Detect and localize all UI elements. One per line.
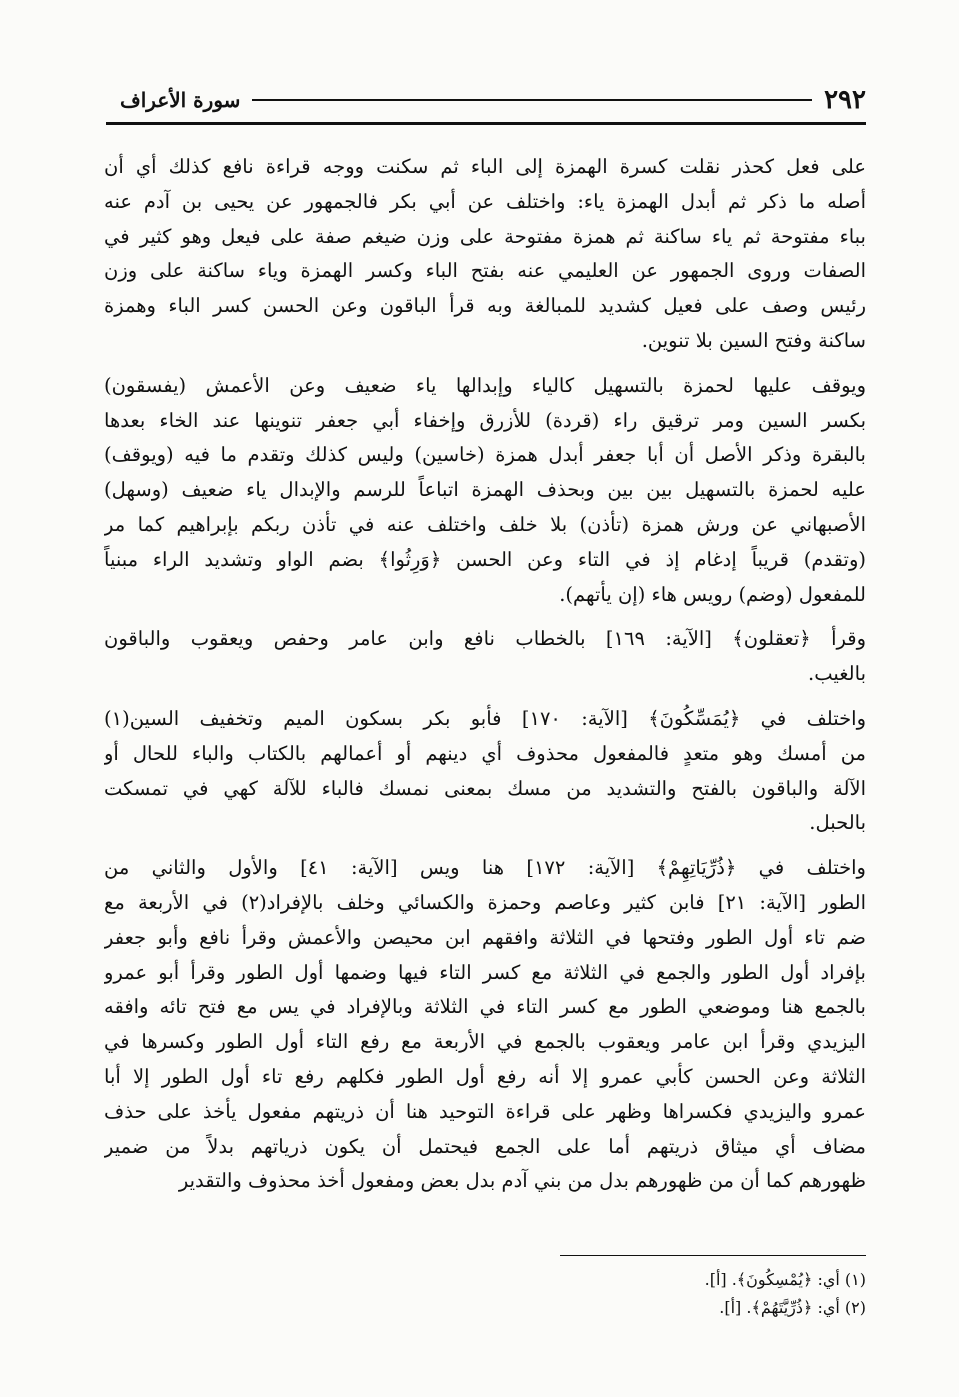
text-line: الثلاثة وعن الحسن كأبي عمرو إلا أنه رفع أول الطور فكلهم رفع تاء أول الطور إلا أبا — [104, 1064, 866, 1088]
text-line: بكسر السين ومر ترقيق راء (قردة) للأزرق وإخفاء أبي جعفر تنوينها عند الخاء بعدها — [104, 408, 866, 432]
text-line: عليه لحمزة بالتسهيل بين بين وبحذف الهمزة اتباعاً للرسم والإبدال ياء ضعيف (وسهل) — [104, 478, 866, 502]
paragraph-1 — [104, 150, 866, 359]
paragraph-2 — [104, 369, 866, 613]
text-line: الأصبهاني عن ورش همزة (تأذن) بلا خلف واختلف عنه في تأذن ربكم بإبراهيم كما مر — [104, 512, 866, 536]
paragraph-4 — [104, 702, 866, 841]
footnotes — [480, 1266, 866, 1322]
text-line: عمرو واليزيدي فكسراها وظهر على قراءة التوحيد هنا أن ذريتهم مفعول يأخذ على حذف — [104, 1099, 866, 1123]
paragraph-3 — [104, 622, 866, 692]
text-line: ساكنة وفتح السين بلا تنوين. — [641, 328, 866, 352]
footnote-1: (١) أي: ﴿يُمْسِكُونَ﴾. [أ]. — [704, 1270, 866, 1289]
text-line: بإفراد أول الطور والجمع في الثلاثة مع كسر التاء فيها وضمها أول الطور وقرأ أبو عمرو — [104, 960, 866, 984]
text-line: واختلف في ﴿ذُرِّيَاتِهِمْ﴾ [الآية: ١٧٢] هنا ويس [الآية: ٤١] والأول والثاني من — [104, 856, 866, 880]
text-line: بباء مفتوحة ثم ياء ساكنة ثم همزة مفتوحة على وزن ضيغم صفة على فيعل وهو كثير في — [104, 224, 866, 248]
text-line: أصله ما ذكر ثم أبدل الهمزة ياء: واختلف عن أبي بكر فالجمهور عن يحيى بن آدم عنه — [104, 189, 866, 213]
text-line: (وتقدم) قريباً إدغام إذ في التاء وعن الحسن ﴿وَرِثُوا﴾ بضم الواو وتشديد الراء مبنياً — [104, 547, 866, 571]
text-line: بالحبل. — [809, 811, 866, 835]
text-line: واختلف في ﴿يُمَسِّكُونَ﴾ [الآية: ١٧٠] فأبو بكر بسكون الميم وتخفيف السين(١) — [104, 706, 866, 730]
text-line: للمفعول (وضم) رويس هاء (إن يأتهم). — [559, 582, 866, 606]
text-line: رئيس وصف على فعيل كشديد للمبالغة وبه قرأ الباقون وعن الحسن كسر الباء وهمزة — [104, 294, 866, 318]
text-line: بالغيب. — [808, 662, 866, 686]
paragraph-5 — [104, 851, 866, 1199]
text-line: اليزيدي وقرأ ابن عامر ويعقوب بالجمع في الأربعة مع رفع التاء أول الطور وكسرها في — [104, 1030, 866, 1054]
header-rule — [106, 122, 866, 125]
text-line: الصفات وروى الجمهور عن العليمي عنه بفتح الباء وكسر الهمزة وياء ساكنة على وزن — [104, 259, 866, 283]
text-line: مضاف أي ميثاق ذريتهم أما على الجمع فيحتمل أن يكون ذرياتهم بدلاً من ضمير — [104, 1134, 866, 1158]
text-line: ويوقف عليها لحمزة بالتسهيل كالياء وإبدالها ياء ضعيف وعن الأعمش (يفسقون) — [104, 373, 866, 397]
text-line: وقرأ ﴿تعقلون﴾ [الآية: ١٦٩] بالخطاب نافع وابن عامر وحفص ويعقوب والباقون — [104, 627, 866, 651]
page-number: ٢٩٢ — [824, 85, 866, 115]
surah-title: سورة الأعراف — [120, 88, 241, 112]
text-line: الآلة والباقون بالفتح والتشديد من مسك بمعنى نمسك فالباء للآلة كهي في تمسكت — [104, 776, 866, 800]
body-text — [104, 150, 866, 1209]
footnote-2: (٢) أي: ﴿ذُرِّيَّتَهُمْ﴾. [أ]. — [719, 1298, 866, 1317]
text-line: الطور [الآية: ٢١] فابن كثير وعاصم وحمزة والكسائي وخلف بالإفراد(٢) في الأربعة مع — [104, 890, 866, 914]
header-divider — [252, 99, 812, 101]
text-line: على فعل كحذر نقلت كسرة الهمزة إلى الباء ثم سكنت ووجه قراءة نافع كذلك أي أن — [104, 155, 866, 178]
page-header — [108, 80, 866, 120]
text-line: بالبقرة وذكر الأصل أن أبا جعفر أبدل همزة (خاسين) وليس كذلك وتقدم ما فيه (ويوقف) — [104, 443, 866, 467]
text-line: ظهورهم كما أن من ظهورهم بدل من بني آدم بدل بعض ومفعول أخذ محذوف والتقدير — [178, 1169, 866, 1193]
text-line: ضم تاء أول الطور وفتحها في الثلاثة وافقهم ابن محيصن والأعمش وقرأ نافع وأبو جعفر — [104, 925, 866, 949]
text-line: من أمسك وهو متعدٍ فالمفعول محذوف أي دينهم أو أعمالهم بالكتاب والباء للحال أو — [104, 741, 866, 765]
text-line: بالجمع هنا وموضعي الطور مع كسر التاء في الثلاثة وبالإفراد في يس مع فتح تائه وافقه — [104, 995, 866, 1019]
footnote-rule — [560, 1255, 866, 1256]
